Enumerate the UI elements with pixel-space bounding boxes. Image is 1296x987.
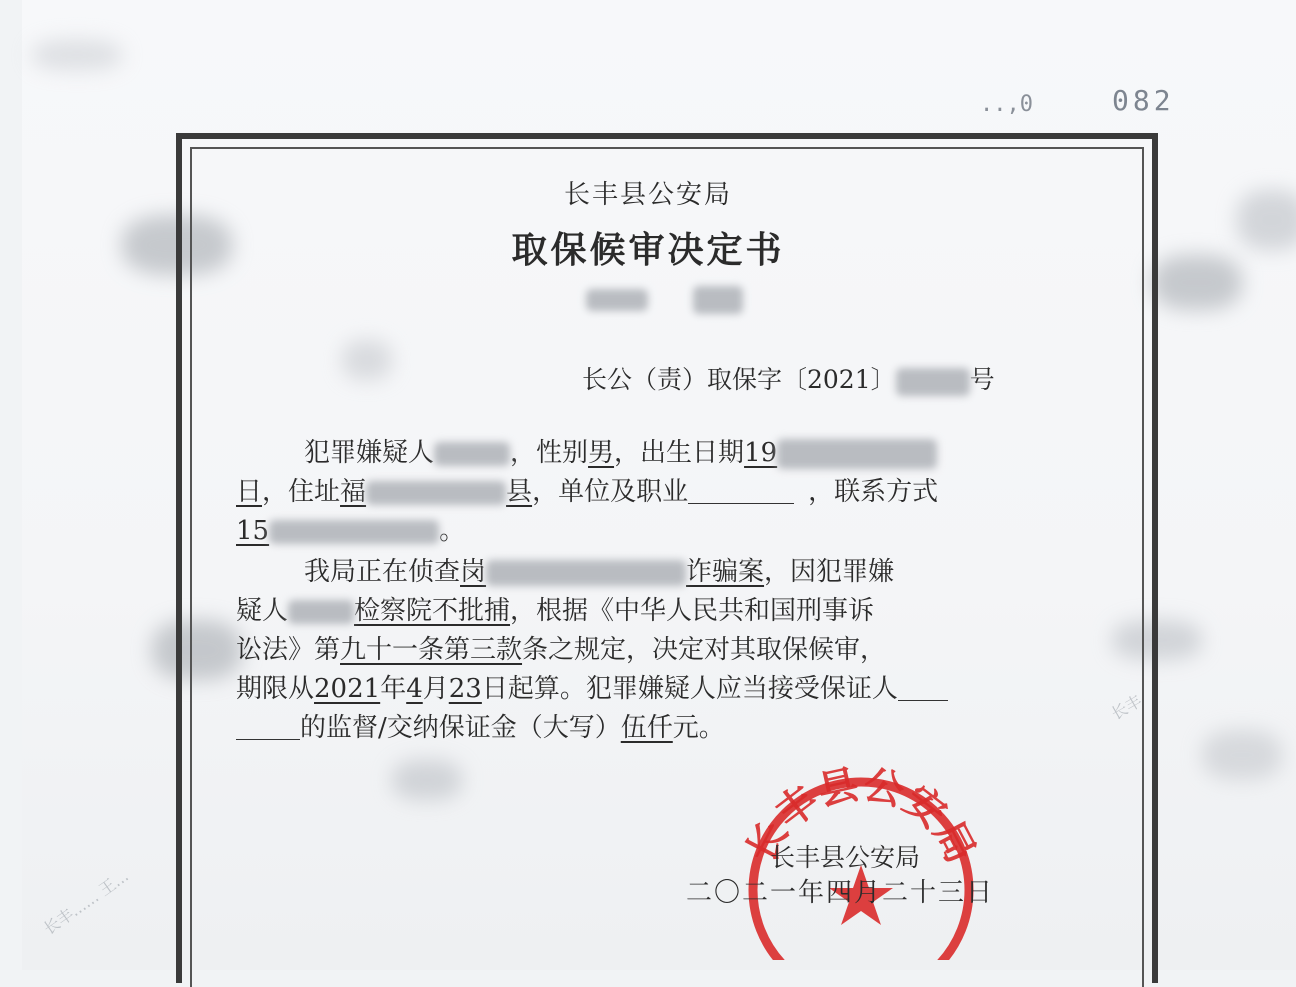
redaction-blur <box>486 560 686 586</box>
case-name-partial: 岗 <box>460 557 487 587</box>
text-run: ，联系方式 <box>808 477 939 507</box>
faint-watermark: 长丰...... 王... <box>40 866 132 939</box>
text-run: 年 <box>380 674 407 704</box>
scan-smudge <box>1202 730 1282 780</box>
text-run: 疑人 <box>236 596 289 626</box>
birth-date-partial: 19 <box>744 438 778 468</box>
case-name-end: 诈骗案 <box>686 557 765 587</box>
text-run: ，根据《中华人民共和国刑事诉 <box>510 596 875 626</box>
redaction-blur <box>693 286 743 314</box>
redacted-subtitle <box>586 286 743 314</box>
signature-issuer: 长丰县公安局 <box>770 843 921 872</box>
start-month: 4 <box>406 674 423 704</box>
text-line <box>236 592 1102 631</box>
text-run: ，出生日期 <box>614 438 745 468</box>
blank-field-guarantor <box>898 674 948 701</box>
redaction-blur <box>586 289 648 311</box>
issuing-authority: 长丰县公安局 <box>563 180 732 210</box>
paragraph-decision <box>236 553 1102 748</box>
text-run: 犯罪嫌疑人 <box>304 438 435 468</box>
blank-field-guarantor-cont <box>236 713 300 740</box>
redaction-blur <box>896 368 970 396</box>
gender-value: 男 <box>588 438 615 468</box>
text-line <box>236 709 1102 748</box>
text-run: 。 <box>439 516 466 546</box>
paragraph-suspect-info <box>236 434 1102 551</box>
address-partial: 福 <box>340 477 367 507</box>
text-run: ，住址 <box>262 477 341 507</box>
address-end: 县 <box>506 477 533 507</box>
seal-text-path: 长丰县公安局 <box>738 761 984 871</box>
text-line <box>236 631 1102 670</box>
redaction-blur <box>434 442 510 466</box>
faint-watermark: 长丰 <box>1107 691 1146 724</box>
redaction-blur <box>777 439 937 469</box>
redaction-blur <box>288 600 354 624</box>
scan-smudge <box>32 40 122 70</box>
bail-reason: 检察院不批捕 <box>354 596 511 626</box>
bail-amount: 伍仟 <box>620 713 673 743</box>
text-line <box>236 670 1102 709</box>
text-run: 条之规定，决定对其取保候审， <box>522 635 887 665</box>
text-line <box>236 553 1102 592</box>
text-run: ，因犯罪嫌 <box>764 557 895 587</box>
corner-mark: ..,0 <box>980 92 1033 117</box>
text-run: 元。 <box>672 713 725 743</box>
text-run: 的监督/交纳保证金（大写） <box>300 713 621 743</box>
reference-suffix: 号 <box>969 365 995 394</box>
text-line <box>236 473 1102 512</box>
text-run: 我局正在侦查 <box>304 557 461 587</box>
document-title: 取保候审决定书 <box>511 230 785 271</box>
text-run: 讼法》第 <box>236 635 341 665</box>
document-serial-number: 082 <box>1112 84 1175 117</box>
text-run: 期限从 <box>236 674 315 704</box>
text-run: ，性别 <box>510 438 589 468</box>
reference-number <box>582 360 995 396</box>
phone-partial: 15 <box>236 516 270 546</box>
redaction-blur <box>366 481 506 505</box>
text-line <box>236 512 1102 551</box>
start-year: 2021 <box>314 674 381 704</box>
blank-field-occupation <box>688 477 794 504</box>
reference-prefix: 长公（责）取保字〔2021〕 <box>582 365 896 394</box>
start-day: 23 <box>448 674 482 704</box>
text-run: 月 <box>422 674 449 704</box>
text-line <box>236 434 1102 473</box>
text-run: 日 <box>236 477 263 507</box>
text-run: 日起算。犯罪嫌疑人应当接受保证人 <box>481 674 898 704</box>
redaction-blur <box>269 520 439 544</box>
signature-date: 二〇二一年四月二十三日 <box>686 878 995 908</box>
law-article: 九十一条第三款 <box>340 635 523 665</box>
text-run: ，单位及职业 <box>532 477 689 507</box>
